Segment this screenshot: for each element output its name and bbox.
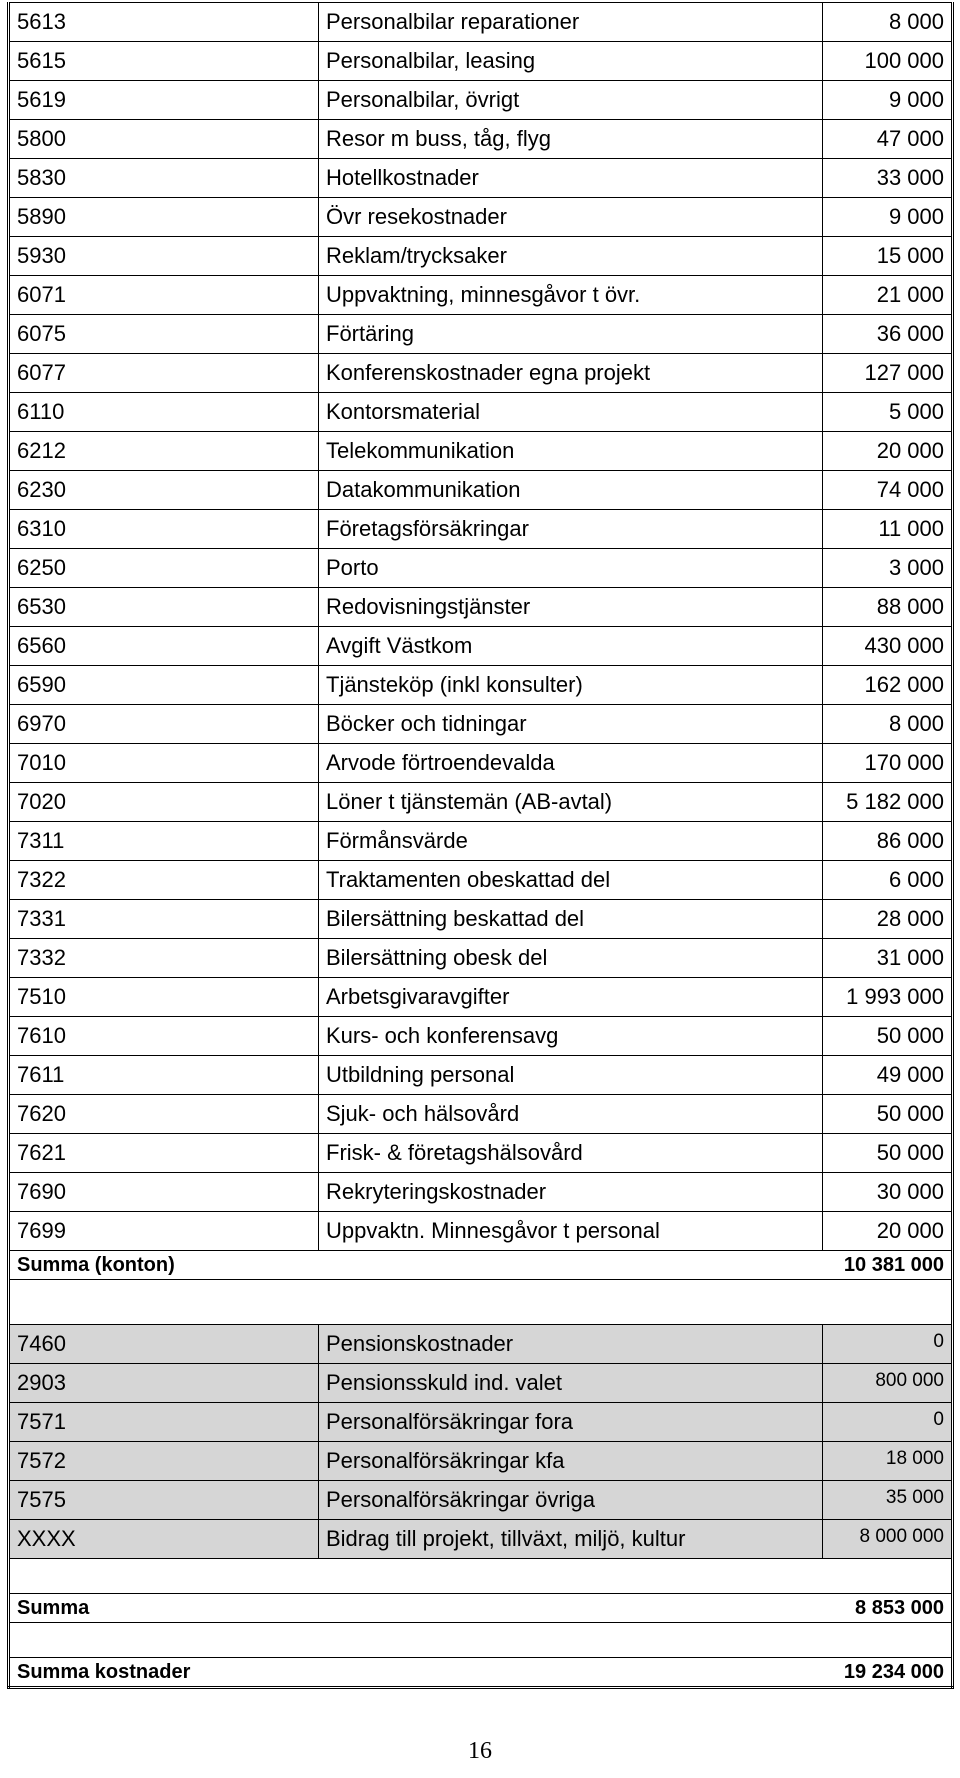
account-code-cell: 7699 [9,1212,319,1251]
table-row [9,549,953,588]
amount-cell: 430 000 [823,627,953,666]
total-label: Summa kostnader [9,1658,823,1688]
account-description-cell: Avgift Västkom [319,627,823,666]
amount-cell: 31 000 [823,939,953,978]
table-row [9,1212,953,1251]
account-code-cell: 7322 [9,861,319,900]
spacer-cell [9,1559,953,1594]
account-description-cell: Kurs- och konferensavg [319,1017,823,1056]
total-label: Summa [9,1594,823,1623]
page-number: 16 [468,1738,492,1764]
account-description-cell: Tjänsteköp (inkl konsulter) [319,666,823,705]
account-description-cell: Uppvaktning, minnesgåvor t övr. [319,276,823,315]
spacer-row [9,1280,953,1325]
amount-cell: 33 000 [823,159,953,198]
account-description-cell: Datakommunikation [319,471,823,510]
table-row [9,354,953,393]
table-row [9,393,953,432]
amount-cell: 35 000 [823,1481,953,1520]
table-row [9,1364,953,1403]
account-code-cell: 6110 [9,393,319,432]
account-description-cell: Sjuk- och hälsovård [319,1095,823,1134]
table-row [9,939,953,978]
table-row [9,666,953,705]
table-row [9,627,953,666]
table-row [9,900,953,939]
account-code-cell: 6071 [9,276,319,315]
amount-cell: 28 000 [823,900,953,939]
account-code-cell: 6970 [9,705,319,744]
account-description-cell: Bidrag till projekt, tillväxt, miljö, kultur [319,1520,823,1559]
table-row [9,237,953,276]
account-code-cell: 6250 [9,549,319,588]
amount-cell: 0 [823,1403,953,1442]
summa-konton-row [9,1251,953,1280]
amount-cell: 8 000 [823,705,953,744]
account-description-cell: Porto [319,549,823,588]
table-row [9,1325,953,1364]
table-row [9,861,953,900]
account-code-cell: 7621 [9,1134,319,1173]
amount-cell: 88 000 [823,588,953,627]
amount-cell: 20 000 [823,1212,953,1251]
amount-cell: 30 000 [823,1173,953,1212]
amount-cell: 50 000 [823,1017,953,1056]
account-description-cell: Arbetsgivaravgifter [319,978,823,1017]
account-code-cell: 7332 [9,939,319,978]
account-description-cell: Pensionsskuld ind. valet [319,1364,823,1403]
table-row [9,1173,953,1212]
account-description-cell: Hotellkostnader [319,159,823,198]
amount-cell: 50 000 [823,1134,953,1173]
spacer-row [9,1623,953,1658]
account-description-cell: Personalbilar reparationer [319,3,823,42]
table-row [9,783,953,822]
account-description-cell: Personalbilar, leasing [319,42,823,81]
amount-cell: 5 000 [823,393,953,432]
summa-row [9,1594,953,1623]
account-code-cell: 7331 [9,900,319,939]
account-code-cell: 5619 [9,81,319,120]
amount-cell: 47 000 [823,120,953,159]
account-code-cell: 7510 [9,978,319,1017]
amount-cell: 8 000 [823,3,953,42]
account-code-cell: 6212 [9,432,319,471]
account-code-cell: 7020 [9,783,319,822]
amount-cell: 6 000 [823,861,953,900]
account-description-cell: Pensionskostnader [319,1325,823,1364]
summa-kostnader-row [9,1658,953,1688]
account-description-cell: Uppvaktn. Minnesgåvor t personal [319,1212,823,1251]
account-code-cell: 6077 [9,354,319,393]
amount-cell: 50 000 [823,1095,953,1134]
spacer-row [9,1559,953,1594]
amount-cell: 170 000 [823,744,953,783]
account-code-cell: 5615 [9,42,319,81]
account-code-cell: 6230 [9,471,319,510]
total-amount: 19 234 000 [823,1658,953,1688]
account-code-cell: 7010 [9,744,319,783]
account-code-cell: 5613 [9,3,319,42]
table-row [9,81,953,120]
table-row [9,276,953,315]
account-description-cell: Reklam/trycksaker [319,237,823,276]
table-row [9,744,953,783]
table-row [9,198,953,237]
table-row [9,1095,953,1134]
account-description-cell: Bilersättning beskattad del [319,900,823,939]
account-code-cell: XXXX [9,1520,319,1559]
table-row [9,588,953,627]
spacer-cell [9,1280,953,1325]
table-row [9,705,953,744]
amount-cell: 21 000 [823,276,953,315]
amount-cell: 20 000 [823,432,953,471]
amount-cell: 15 000 [823,237,953,276]
account-description-cell: Personalförsäkringar kfa [319,1442,823,1481]
total-amount: 8 853 000 [823,1594,953,1623]
amount-cell: 5 182 000 [823,783,953,822]
table-row [9,1134,953,1173]
account-code-cell: 2903 [9,1364,319,1403]
account-description-cell: Personalförsäkringar övriga [319,1481,823,1520]
account-code-cell: 5830 [9,159,319,198]
account-code-cell: 7611 [9,1056,319,1095]
account-description-cell: Löner t tjänstemän (AB-avtal) [319,783,823,822]
account-code-cell: 7572 [9,1442,319,1481]
table-row [9,432,953,471]
table-row [9,159,953,198]
budget-table-container [7,2,951,1689]
account-code-cell: 7620 [9,1095,319,1134]
amount-cell: 3 000 [823,549,953,588]
account-code-cell: 7311 [9,822,319,861]
account-code-cell: 7610 [9,1017,319,1056]
table-row [9,1481,953,1520]
account-code-cell: 6590 [9,666,319,705]
account-description-cell: Bilersättning obesk del [319,939,823,978]
amount-cell: 36 000 [823,315,953,354]
account-description-cell: Arvode förtroendevalda [319,744,823,783]
account-description-cell: Personalbilar, övrigt [319,81,823,120]
amount-cell: 0 [823,1325,953,1364]
account-description-cell: Förmånsvärde [319,822,823,861]
budget-table [7,2,954,1689]
account-description-cell: Redovisningstjänster [319,588,823,627]
account-code-cell: 5890 [9,198,319,237]
account-code-cell: 6310 [9,510,319,549]
account-code-cell: 6530 [9,588,319,627]
amount-cell: 127 000 [823,354,953,393]
amount-cell: 74 000 [823,471,953,510]
amount-cell: 11 000 [823,510,953,549]
amount-cell: 9 000 [823,81,953,120]
amount-cell: 800 000 [823,1364,953,1403]
table-row [9,1442,953,1481]
account-code-cell: 5800 [9,120,319,159]
account-description-cell: Konferenskostnader egna projekt [319,354,823,393]
total-label: Summa (konton) [9,1251,823,1280]
account-description-cell: Företagsförsäkringar [319,510,823,549]
account-code-cell: 7571 [9,1403,319,1442]
amount-cell: 18 000 [823,1442,953,1481]
table-row [9,1017,953,1056]
account-description-cell: Förtäring [319,315,823,354]
account-code-cell: 6075 [9,315,319,354]
account-code-cell: 7460 [9,1325,319,1364]
spacer-cell [9,1623,953,1658]
account-description-cell: Frisk- & företagshälsovård [319,1134,823,1173]
account-description-cell: Kontorsmaterial [319,393,823,432]
table-row [9,510,953,549]
account-code-cell: 5930 [9,237,319,276]
table-row [9,822,953,861]
table-row [9,3,953,42]
total-amount: 10 381 000 [823,1251,953,1280]
account-code-cell: 6560 [9,627,319,666]
account-code-cell: 7575 [9,1481,319,1520]
amount-cell: 1 993 000 [823,978,953,1017]
account-description-cell: Personalförsäkringar fora [319,1403,823,1442]
table-row [9,1056,953,1095]
account-code-cell: 7690 [9,1173,319,1212]
amount-cell: 86 000 [823,822,953,861]
table-row [9,1520,953,1559]
table-row [9,315,953,354]
account-description-cell: Resor m buss, tåg, flyg [319,120,823,159]
table-row [9,120,953,159]
account-description-cell: Utbildning personal [319,1056,823,1095]
budget-table-body [9,3,953,1688]
amount-cell: 49 000 [823,1056,953,1095]
amount-cell: 100 000 [823,42,953,81]
table-row [9,471,953,510]
account-description-cell: Rekryteringskostnader [319,1173,823,1212]
account-description-cell: Övr resekostnader [319,198,823,237]
account-description-cell: Böcker och tidningar [319,705,823,744]
account-description-cell: Telekommunikation [319,432,823,471]
account-description-cell: Traktamenten obeskattad del [319,861,823,900]
table-row [9,978,953,1017]
amount-cell: 8 000 000 [823,1520,953,1559]
table-row [9,42,953,81]
amount-cell: 9 000 [823,198,953,237]
table-row [9,1403,953,1442]
amount-cell: 162 000 [823,666,953,705]
